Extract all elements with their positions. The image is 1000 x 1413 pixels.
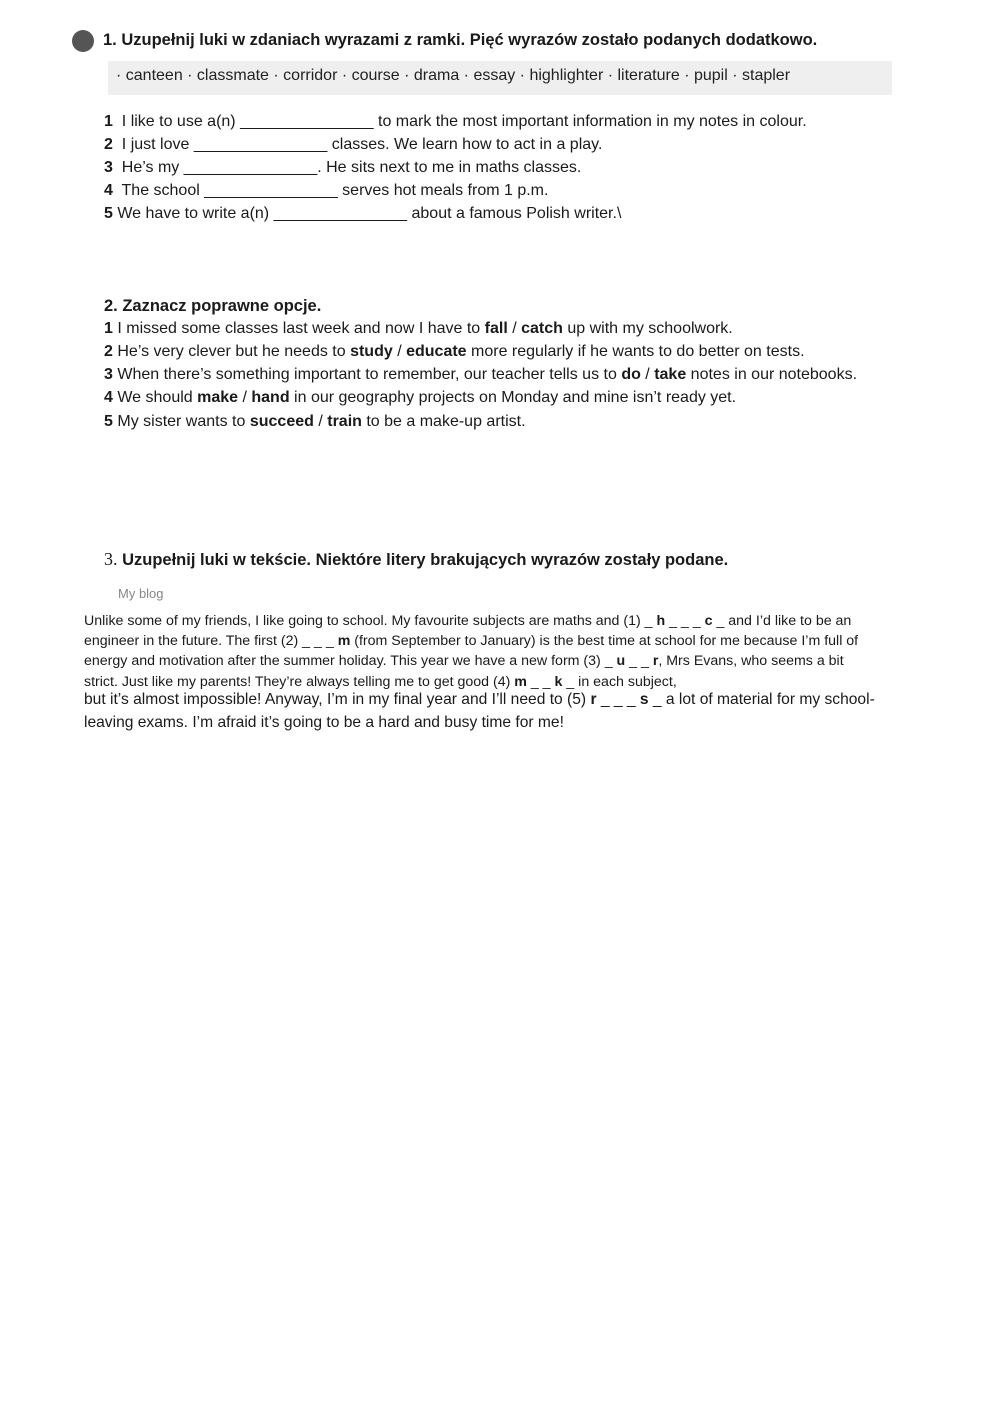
item-number: 1 <box>104 113 113 130</box>
given-letter: c <box>704 613 713 629</box>
blog-line-6 <box>84 714 564 732</box>
blog-line-3 <box>84 653 844 669</box>
answer-blank[interactable]: _______________ <box>240 113 374 130</box>
given-letter: m <box>514 674 527 690</box>
exercise-3-title: Uzupełnij luki w tekście. Niektóre litery brakujących wyrazów zostały podane. <box>122 551 729 569</box>
blog-text: _ a lot of material for my school- <box>648 691 875 708</box>
blog-text: (from September to January) is the best time at school for me because I’m full of <box>350 633 859 649</box>
option-separator: / <box>238 389 252 406</box>
option-2[interactable]: train <box>327 413 362 430</box>
blog-title: My blog <box>118 586 164 601</box>
blog-line-1 <box>84 613 851 629</box>
option-2[interactable]: take <box>654 366 687 383</box>
blog-line-4 <box>84 674 677 690</box>
item-text: . He sits next to me in maths classes. <box>317 159 582 176</box>
item-number: 3 <box>104 366 113 383</box>
given-letter: r <box>590 691 597 708</box>
item-number: 4 <box>104 182 113 199</box>
exercise-1-heading: 1. Uzupełnij luki w zdaniach wyrazami z ramki. Pięć wyrazów zostało podanych dodatkowo. <box>103 31 818 49</box>
item-text: The school <box>121 182 205 199</box>
blog-text: but it’s almost impossible! Anyway, I’m in my final year and I’ll need to (5) <box>84 691 591 708</box>
option-1[interactable]: succeed <box>249 413 314 430</box>
item-number: 5 <box>104 413 113 430</box>
exercise-3-number: 3. <box>104 549 118 569</box>
answer-gap[interactable]: _ _ <box>526 674 555 690</box>
item-number: 4 <box>104 389 113 406</box>
section-bullet-icon <box>72 30 94 52</box>
ex1-item-1 <box>104 113 807 131</box>
item-text: We should <box>117 389 198 406</box>
item-text: up with my schoolwork. <box>562 320 733 337</box>
blog-text: energy and motivation after the summer holiday. This year we have a new form (3) _ <box>84 653 617 669</box>
item-text: My sister wants to <box>117 413 250 430</box>
blog-line-2 <box>84 633 858 649</box>
answer-gap[interactable]: _ _ <box>625 653 653 669</box>
item-number: 5 <box>104 205 113 222</box>
blog-text: engineer in the future. The first (2) _ _ _ <box>84 633 338 649</box>
ex1-item-4 <box>104 182 548 200</box>
answer-gap[interactable]: _ _ _ <box>665 613 705 629</box>
given-letter: u <box>616 653 626 669</box>
ex1-item-3 <box>104 159 581 177</box>
item-number: 2 <box>104 343 113 360</box>
option-separator: / <box>392 343 407 360</box>
answer-blank[interactable]: _______________ <box>183 159 318 176</box>
item-text: more regularly if he wants to do better on tests. <box>466 343 805 360</box>
ex2-item-4 <box>104 389 736 407</box>
item-number: 1 <box>104 320 113 337</box>
item-text: We have to write a(n) <box>117 205 274 222</box>
option-separator: / <box>507 320 522 337</box>
given-letter: h <box>656 613 666 629</box>
blog-line-5 <box>84 691 875 709</box>
item-text: serves hot meals from 1 p.m. <box>337 182 549 199</box>
item-number: 2 <box>104 136 113 153</box>
given-letter: k <box>554 674 563 690</box>
ex2-item-5 <box>104 413 526 431</box>
answer-blank[interactable]: _______________ <box>273 205 408 222</box>
item-text: about a famous Polish writer.\ <box>407 205 622 222</box>
item-text: I just love <box>121 136 194 153</box>
answer-blank[interactable]: _______________ <box>204 182 338 199</box>
given-letter: m <box>337 633 351 649</box>
item-number: 3 <box>104 159 113 176</box>
item-text: classes. We learn how to act in a play. <box>327 136 603 153</box>
option-1[interactable]: make <box>197 389 239 406</box>
item-text: notes in our notebooks. <box>686 366 858 383</box>
blog-text: Unlike some of my friends, I like going to school. My favourite subjects are maths and (1) _ <box>84 613 657 629</box>
blog-text: leaving exams. I’m afraid it’s going to be a hard and busy time for me! <box>84 714 564 731</box>
item-text: He’s my <box>121 159 184 176</box>
option-2[interactable]: hand <box>251 389 290 406</box>
ex2-item-3 <box>104 366 857 384</box>
given-letter: r <box>652 653 659 669</box>
item-text: He’s very clever but he needs to <box>117 343 351 360</box>
exercise-2-heading: 2. Zaznacz poprawne opcje. <box>104 297 322 315</box>
option-1[interactable]: do <box>621 366 641 383</box>
blog-text: , Mrs Evans, who seems a bit <box>658 653 844 669</box>
item-text: I missed some classes last week and now I have to <box>117 320 485 337</box>
blog-text: strict. Just like my parents! They’re always telling me to get good (4) <box>84 674 515 690</box>
option-2[interactable]: educate <box>406 343 467 360</box>
item-text: to mark the most important information in my notes in colour. <box>373 113 807 130</box>
ex2-item-2 <box>104 343 805 361</box>
word-box <box>108 61 892 95</box>
option-1[interactable]: study <box>350 343 393 360</box>
word-box-text: · canteen · classmate · corridor · course · drama · essay · highlighter · literature · pupil · stapler <box>116 67 791 84</box>
blog-text: _ and I’d like to be an <box>712 613 852 629</box>
blog-text: _ in each subject, <box>562 674 677 690</box>
item-text: to be a make-up artist. <box>361 413 526 430</box>
item-text: When there’s something important to remember, our teacher tells us to <box>117 366 622 383</box>
option-separator: / <box>640 366 655 383</box>
option-separator: / <box>313 413 328 430</box>
given-letter: s <box>639 691 649 708</box>
answer-blank[interactable]: _______________ <box>193 136 328 153</box>
item-text: I like to use a(n) <box>121 113 241 130</box>
ex1-item-5 <box>104 205 621 223</box>
answer-gap[interactable]: _ _ _ <box>596 691 640 708</box>
item-text: in our geography projects on Monday and mine isn’t ready yet. <box>289 389 737 406</box>
option-1[interactable]: fall <box>484 320 508 337</box>
ex1-item-2 <box>104 136 602 154</box>
ex2-item-1 <box>104 320 733 338</box>
option-2[interactable]: catch <box>521 320 563 337</box>
exercise-3-heading <box>104 549 728 570</box>
